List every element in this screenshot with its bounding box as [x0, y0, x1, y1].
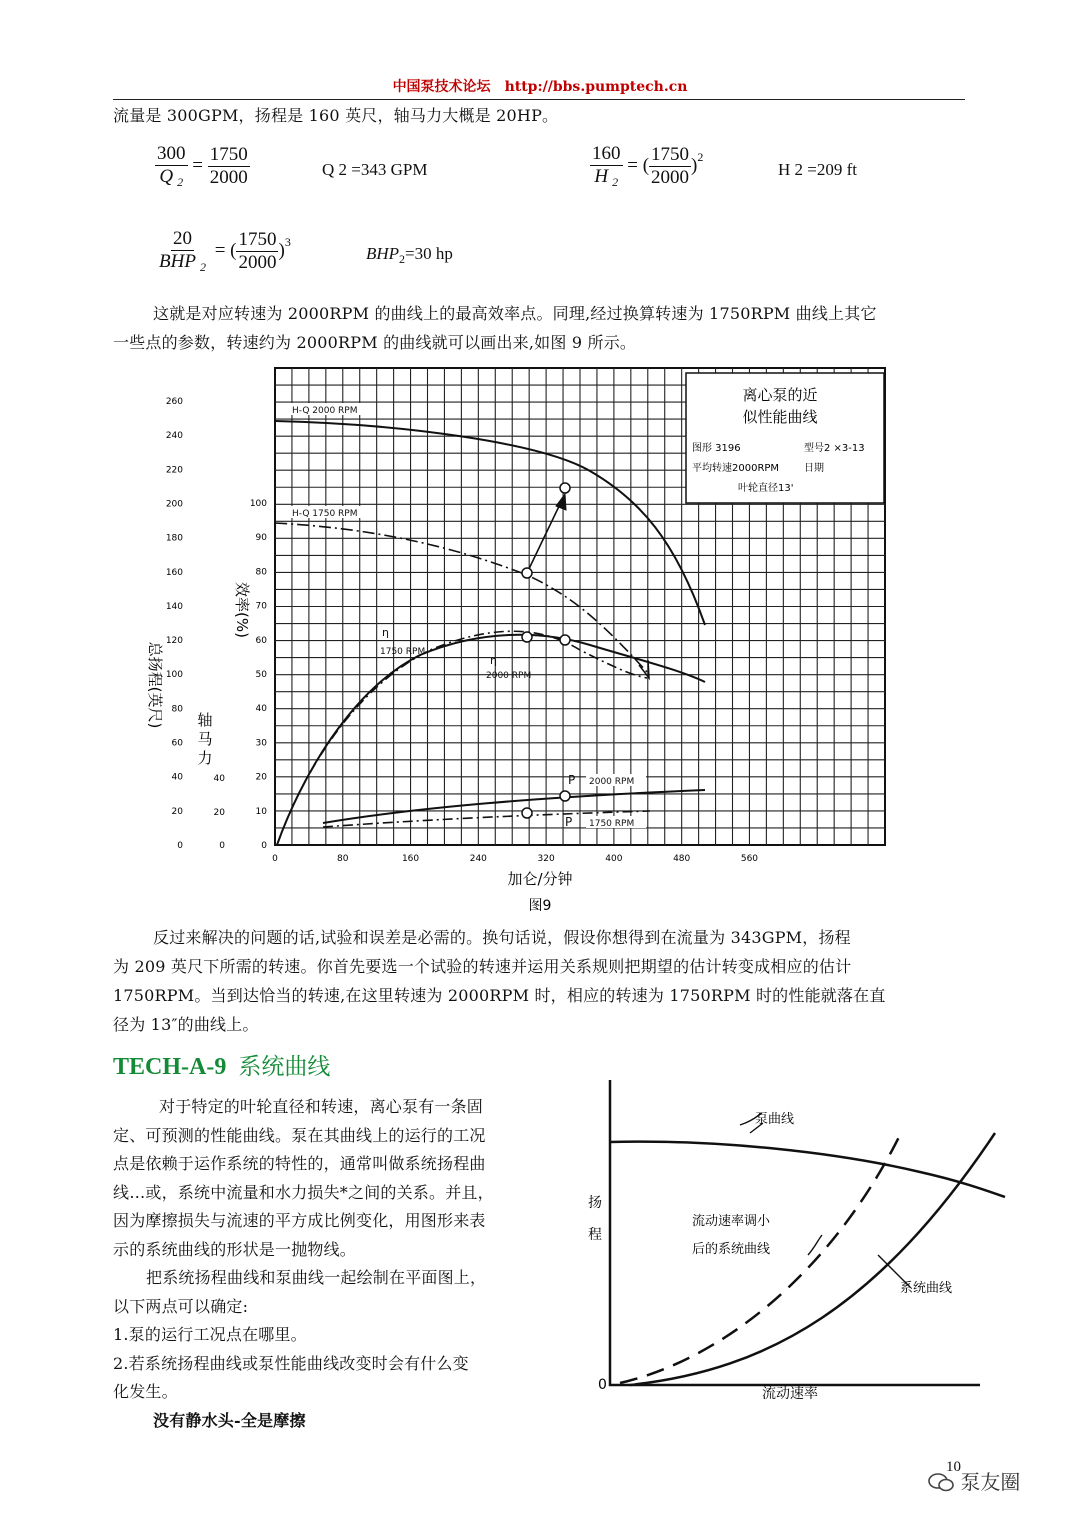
pump-curve [610, 1142, 1005, 1197]
label-p1750-a: P [565, 815, 573, 829]
f1-rnum: 1750 [209, 144, 248, 165]
bhp-label-char: 力 [197, 749, 213, 767]
label-eta2000-b: 2000 RPM [486, 671, 532, 681]
figure9-chart [120, 360, 920, 920]
head-axis-ticks [166, 397, 183, 851]
legend-title-1: 离心泵的近 [742, 386, 818, 404]
watermark [928, 1466, 1020, 1495]
eff-tick-label: 100 [249, 499, 267, 509]
label-pump-curve: 泵曲线 [755, 1112, 795, 1127]
formula-flow-result: Q 2 =343 GPM [322, 160, 428, 179]
x-tick-label: 0 [272, 854, 278, 864]
para-line: 1750RPM。当到达恰当的转速,在这里转速为 2000RPM 时，相应的转速为 1750RPM 时的性能就落在直 [113, 986, 886, 1005]
page-number: 10 [946, 1459, 961, 1475]
head-axis-label: 总扬程(英尺) [146, 641, 164, 729]
para-line: 一些点的参数，转速约为 2000RPM 的曲线就可以画出来,如图 9 所示。 [113, 333, 637, 352]
eff-tick-label: 60 [255, 635, 267, 646]
formula-power-result [366, 244, 453, 267]
head-tick-label: 240 [165, 431, 183, 442]
para-line: 径为 13″的曲线上。 [113, 1015, 259, 1034]
f1-den: Q [159, 166, 174, 187]
reduced-curve-leader [808, 1235, 822, 1255]
formula-power: $\frac{20}{BHP _2}$ = ( $\frac{1750}{2000}$ )$^3$ [159, 228, 291, 274]
page-header [0, 76, 1080, 96]
body-line: 示的系统曲线的形状是一抛物线。 [113, 1239, 357, 1259]
bhp-axis-label [197, 711, 212, 767]
para-line: 这就是对应转速为 2000RPM 的曲线上的最高效率点。同理,经过换算转速为 1750RPM 曲线上其它 [153, 304, 877, 323]
eff-tick-label: 20 [255, 772, 267, 783]
body-line: 线…或，系统中流量和水力损失*之间的关系。并且， [113, 1182, 494, 1202]
x-tick-label: 320 [537, 854, 555, 864]
head-tick-label: 20 [171, 806, 183, 817]
eff-tick-label: 30 [255, 738, 267, 749]
f1-num: 300 [157, 143, 186, 164]
head-tick-label: 260 [165, 397, 183, 407]
x-tick-label: 240 [469, 854, 487, 864]
body-line: 因为摩擦损失与流速的平方成比例变化，用图形来表 [113, 1211, 486, 1230]
bhp-axis-ticks [214, 774, 226, 851]
eff-tick-label: 70 [255, 601, 267, 612]
origin-label: 0 [598, 1377, 607, 1393]
label-hq1750: H-Q 1750 RPM [292, 509, 358, 519]
head-tick-label: 80 [171, 704, 183, 715]
f2-den: H [594, 166, 609, 187]
eff-tick-label: 80 [255, 567, 267, 578]
f3-den: BHP [159, 251, 196, 272]
intro-line: 流量是 300GPM，扬程是 160 英尺，轴马力大概是 20HP。 [113, 106, 559, 125]
point-hq2000 [560, 483, 570, 493]
f2-num: 160 [592, 143, 621, 164]
eff-tick-label: 40 [255, 704, 267, 715]
body-line: 化发生。 [113, 1382, 178, 1401]
head-tick-label: 140 [165, 601, 183, 612]
legend-row2-right: 日期 [804, 463, 824, 474]
wechat-icon [928, 1472, 954, 1492]
head-tick-label: 160 [165, 567, 183, 578]
point-bhp2000 [560, 791, 570, 801]
head-tick-label: 100 [165, 670, 183, 681]
eff-tick-label: 10 [255, 806, 267, 817]
curve-labels [290, 403, 646, 829]
para-reverse [113, 923, 973, 1039]
formula-head: $\frac{160}{H _2}$ = ( $\frac{1750}{2000}$ )$^2$ [592, 143, 704, 189]
body-line: 1.泵的运行工况点在哪里。 [113, 1325, 307, 1344]
body-line: 对于特定的叶轮直径和转速，离心泵有一条固 [159, 1097, 484, 1116]
eff-tick-label: 0 [261, 841, 267, 851]
head-tick-label: 40 [171, 772, 183, 783]
body-line: 以下两点可以确定: [113, 1296, 249, 1316]
f1-rden: 2000 [209, 167, 248, 188]
legend-title-2: 似性能曲线 [742, 408, 818, 426]
x-tick-label: 160 [401, 854, 420, 864]
system-curve-figure [580, 1075, 1020, 1415]
hq-2000-curve [275, 421, 705, 625]
watermark-text: 泵友圈 [960, 1470, 1021, 1494]
label-eta1750-b: 1750 RPM [380, 647, 426, 657]
x-tick-label: 480 [673, 854, 691, 864]
f2-rden: 2000 [651, 167, 690, 188]
figure9-caption: 图9 [528, 898, 552, 914]
header-rule [113, 99, 965, 100]
eff-axis-ticks [250, 499, 267, 851]
section-body [113, 1093, 573, 1435]
y-label-1: 扬 [588, 1195, 602, 1211]
label-eta1750-a: η [382, 626, 389, 639]
body-subheading: 没有静水头-全是摩擦 [153, 1410, 306, 1430]
head-tick-label: 200 [165, 499, 183, 510]
formula-head-result: H 2 =209 ft [778, 160, 857, 179]
f2-rnum: 1750 [651, 144, 690, 165]
point-hq1750 [522, 568, 532, 578]
chart-legend-box [686, 373, 884, 503]
label-p1750-b: 1750 RPM [589, 819, 635, 829]
body-line: 2.若系统扬程曲线或泵性能曲线改变时会有什么变 [113, 1353, 469, 1373]
para-line: 反过来解决的问题的话,试验和误差是必需的。换句话说，假设你想得到在流量为 343GPM，扬程 [153, 928, 851, 947]
f3-rnum: 1750 [238, 229, 277, 250]
x-tick-label: 80 [337, 854, 349, 864]
body-line: 定、可预测的性能曲线。泵在其曲线上的运行的工况 [113, 1125, 486, 1145]
eff-axis-label: 效率(%) [233, 582, 251, 638]
label-p2000-b: 2000 RPM [589, 777, 635, 787]
shift-arrow-line [527, 500, 562, 573]
section-title: 系统曲线 [238, 1054, 331, 1080]
f3-res-sub: 2 [399, 252, 406, 266]
eff-tick-label: 50 [255, 670, 267, 680]
body-line: 把系统扬程曲线和泵曲线一起绘制在平面图上， [146, 1268, 487, 1287]
label-reduced-1: 流动速率调小 [692, 1214, 771, 1229]
legend-row1-left: 图形 3196 [692, 443, 741, 454]
f2-exp: 2 [697, 149, 704, 164]
head-tick-label: 180 [165, 533, 183, 544]
f3-rden: 2000 [238, 252, 277, 273]
head-tick-label: 120 [165, 636, 183, 647]
f3-res-lhs: BHP [366, 244, 400, 263]
head-tick-label: 60 [171, 738, 183, 749]
formula-flow: $\frac{300}{Q _2}$ = $\frac{1750}{2000}$ [157, 143, 248, 189]
f1-den-sub: 2 [177, 175, 184, 189]
legend-row1-right: 型号2 ×3-13 [804, 443, 865, 454]
x-label: 流动速率 [762, 1386, 818, 1402]
header-site-url: http://bbs.pumptech.cn [504, 79, 688, 95]
bhp-tick-label: 40 [213, 774, 225, 784]
bhp-tick-label: 0 [219, 841, 225, 851]
x-axis-label: 加仑/分钟 [507, 870, 573, 888]
eff-tick-label: 90 [255, 533, 267, 544]
label-reduced-2: 后的系统曲线 [692, 1242, 771, 1257]
para-line: 为 209 英尺下所需的转速。你首先要选一个试验的转速并运用关系规则把期望的估计转变成相应的估计 [113, 957, 852, 976]
bhp-tick-label: 20 [213, 808, 225, 818]
head-tick-label: 0 [177, 841, 183, 851]
system-figure-lines [610, 1080, 1005, 1385]
label-eta2000-a: η [490, 654, 497, 667]
point-bhp1750 [522, 808, 532, 818]
f3-exp: 3 [284, 234, 291, 249]
f3-num: 20 [172, 228, 192, 249]
label-system-curve: 系统曲线 [900, 1281, 953, 1296]
section-code: TECH-A-9 [113, 1054, 227, 1080]
bhp-label-char: 马 [197, 730, 213, 748]
head-tick-label: 220 [165, 465, 183, 476]
point-eff-b [560, 635, 570, 645]
y-label-2: 程 [588, 1227, 602, 1243]
para-after-formulas [113, 299, 973, 357]
legend-row2-left: 平均转速2000RPM [692, 463, 780, 474]
section-heading [113, 1048, 330, 1081]
label-hq2000: H-Q 2000 RPM [292, 406, 358, 416]
point-eff-a [522, 632, 532, 642]
axes [610, 1080, 980, 1385]
x-axis-ticks [272, 854, 758, 864]
f3-res-rhs: =30 hp [405, 244, 453, 263]
system-curve [630, 1133, 995, 1385]
reduced-system-curve [620, 1135, 900, 1383]
legend-row3: 叶轮直径13' [738, 483, 794, 494]
bhp-label-char: 轴 [197, 711, 213, 729]
header-site-name: 中国泵技术论坛 [392, 79, 491, 95]
label-p2000-a: P [568, 773, 576, 787]
x-tick-label: 400 [605, 854, 623, 864]
f3-den-sub: 2 [199, 260, 206, 274]
x-tick-label: 560 [740, 854, 759, 864]
f2-den-sub: 2 [612, 175, 619, 189]
body-line: 点是依赖于运作系统的特性的，通常叫做系统扬程曲 [113, 1154, 486, 1173]
